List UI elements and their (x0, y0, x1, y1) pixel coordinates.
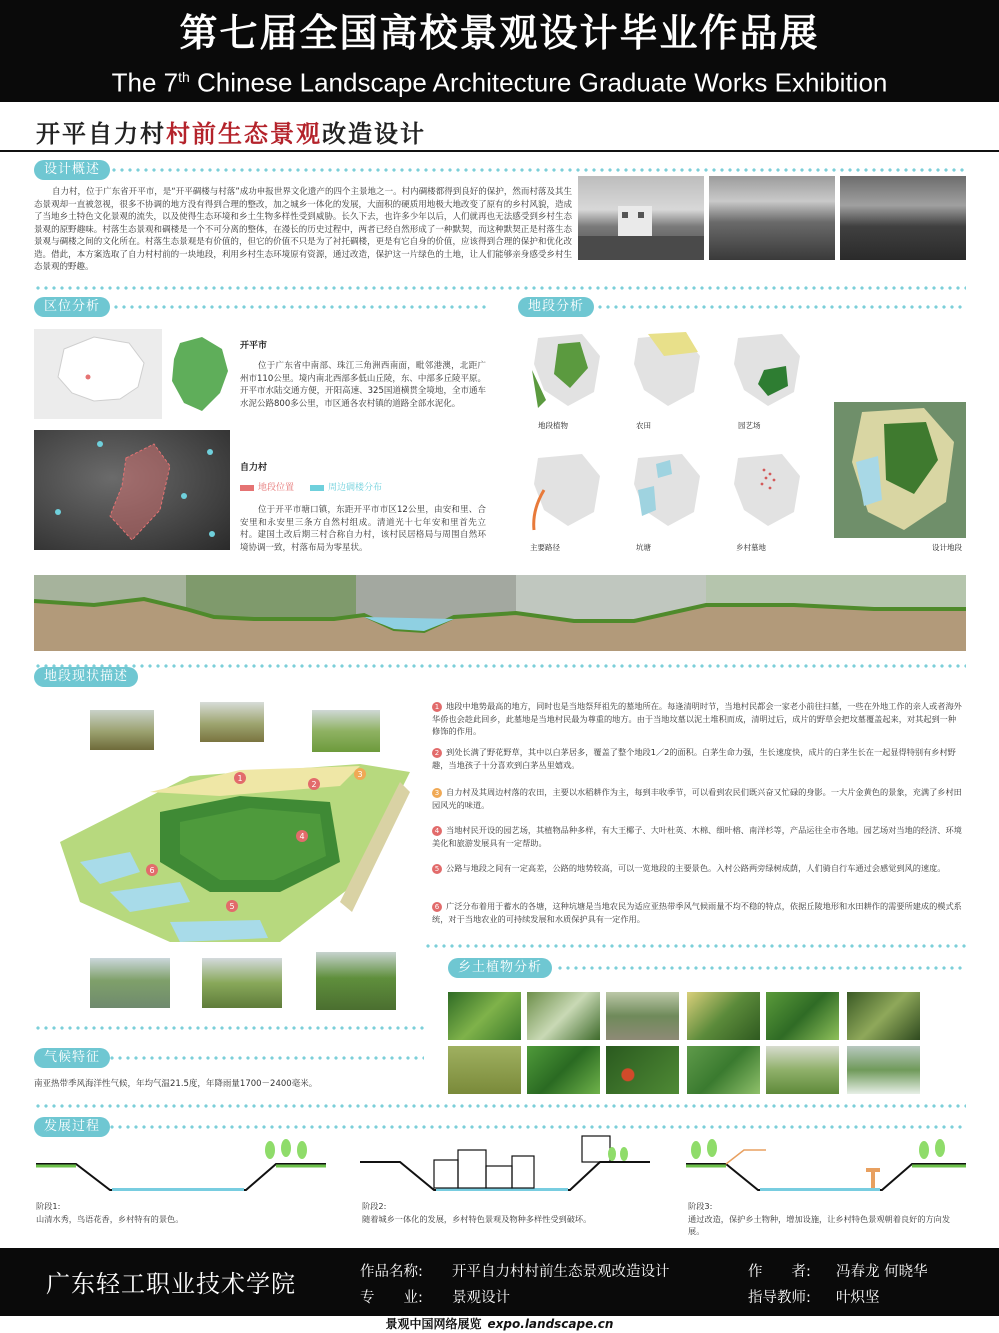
status-photo-2 (200, 702, 264, 742)
kaiping-map (166, 333, 234, 417)
plant-photo-11 (766, 1046, 839, 1094)
svg-text:6: 6 (149, 866, 155, 875)
section-tag-location: 区位分析 (34, 297, 110, 317)
analysis-label-plants: 地段植物 (538, 421, 568, 430)
svg-text:3: 3 (357, 770, 363, 779)
plant-photo-3 (606, 992, 679, 1040)
plant-photo-5 (766, 992, 839, 1040)
analysis-nursery-thumb (724, 330, 806, 412)
analysis-label-paths: 主要路径 (530, 543, 560, 552)
analysis-cemetery-thumb (724, 450, 806, 532)
site-status-3d-model (40, 752, 430, 952)
overview-text: 自力村，位于广东省开平市，是“开平碉楼与村落”成功申报世界文化遗产的四个主景地之一。村内碉楼都得到良好的保护，然而村落及其生态景观却一直被忽视，很多不协调的地方没有得到合理的整改，加之城乡一体化的发展，大面积的硬质用地极大地改变了原有的乡村风貌，造成了当地乡土特色文化景观的流失，以及使得生态环境和乡土生物多样性受到威胁。长久下去，也许多少年以后，人们就再也无法感受到乡村生态景观的原野趣味。村落生态景观和碉楼是一个不可分离的整体，在漫长的历史过程中，两者已经自然形成了一种默契，而这种默契正是村落生态景观与碉楼之间的文化所在。村落生态景观是有价值的，但它的价值不只是为了衬托碉楼，更是有它自身的价值，应该得到合理的保护和优化改造。借此，本方案选取了自力村村前的一块地段，利用乡村生态环境原有资源，通过改造，保护这一片绿色的土地，让人们能够亲身感受乡村生态景观的野趣。 (34, 187, 572, 272)
svg-text:1: 1 (237, 774, 243, 783)
stage-2-caption: 阶段2: 随着城乡一体化的发展，乡村特色景观及物种多样性受到破坏。 (362, 1201, 592, 1224)
exhibition-site-bar (0, 1316, 999, 1333)
work-name-value: 开平自力村村前生态景观改造设计 (452, 1264, 670, 1280)
dotted-divider (108, 1056, 424, 1060)
kaiping-heading: 开平市 (240, 341, 268, 351)
plant-photo-7 (448, 1046, 521, 1094)
status-photo-1 (90, 710, 154, 750)
status-item-4: 4 当地村民开设的园艺场，其植物品种多样，有大王椰子、大叶杜英、木棉、细叶榕、南洋杉等，产品运往全市各地。园艺场对当地的经济、环境美化和旅游发展具有一定帮助。 (432, 825, 962, 848)
guangdong-map (34, 329, 162, 419)
analysis-ponds-thumb (624, 450, 706, 532)
plant-photo-12 (847, 1046, 920, 1094)
work-name-label: 作品名称: (360, 1264, 423, 1280)
dotted-divider (34, 286, 966, 290)
status-item-3: 3 自力村及其周边村落的农田，主要以水稻耕作为主，每到丰收季节，可以看到农民们既兴奋又忙碌的身影。一大片金黄色的景象，充满了乡村田园风光的味道。 (432, 787, 962, 810)
section-tag-site-analysis: 地段分析 (518, 297, 594, 317)
major-value: 景观设计 (452, 1290, 510, 1306)
design-site-plan (834, 402, 966, 538)
stage-1-diagram (36, 1138, 326, 1198)
advisor-value: 叶炽坚 (836, 1290, 880, 1306)
analysis-label-cemetery: 乡村墓地 (736, 543, 766, 552)
section-tag-development: 发展过程 (34, 1117, 110, 1137)
dotted-divider (596, 305, 966, 309)
plant-photo-8 (527, 1046, 600, 1094)
dotted-divider (34, 664, 966, 668)
plant-photo-1 (448, 992, 521, 1040)
site-name: 景观中国网络展览 (385, 1317, 482, 1331)
svg-text:4: 4 (299, 832, 305, 841)
plant-photo-10 (687, 1046, 760, 1094)
plant-photo-2 (527, 992, 600, 1040)
dotted-divider (424, 944, 966, 948)
zili-heading: 自力村 (240, 463, 268, 473)
title-divider (0, 150, 999, 152)
status-photo-4 (90, 958, 170, 1008)
status-photo-5 (202, 958, 282, 1008)
analysis-plants-thumb (524, 330, 606, 412)
plant-photo-6 (847, 992, 920, 1040)
overview-photo-2 (709, 176, 835, 260)
exhibition-title-cn: 第七届全国高校景观设计毕业作品展 (179, 11, 820, 55)
school-name: 广东轻工职业技术学院 (46, 1270, 296, 1298)
dotted-divider (110, 168, 966, 172)
analysis-label-farmland: 农田 (636, 421, 651, 430)
zili-text: 位于开平市塘口镇，东距开平市市区12公里，由安和里、合安里和永安里三条方自然村组成。清道光十七年安和里首先立村。建国土改后期三村合称自力村，该村民居格局与周围自然环境协调一致，村落布局为零星状。 (240, 505, 486, 553)
stage-2-diagram (360, 1132, 650, 1198)
site-url[interactable]: expo.landscape.cn (487, 1317, 614, 1331)
dotted-divider (34, 1104, 966, 1108)
analysis-label-nursery: 园艺场 (738, 421, 761, 430)
section-tag-overview: 设计概述 (34, 160, 110, 180)
dotted-divider (556, 966, 966, 970)
plant-photo-4 (687, 992, 760, 1040)
exhibition-banner (0, 0, 999, 102)
exhibition-title-en: The 7th Chinese Landscape Architecture Graduate Works Exhibition (111, 67, 888, 98)
status-item-1: 1 地段中地势最高的地方，同时也是当地祭拜祖先的墓地所在。每逢清明时节，当地村民都会一家老小前往扫墓，一些在外地工作的亲人或者海外华侨也会趁此回乡，此墓地是当地村民最为尊重的地方。由于当地坟墓以泥土堆积而成，清明过后，成片的野草会把坟墓覆盖起来，对其起到一种修饰的作用。 (432, 701, 962, 736)
analysis-paths-thumb (524, 450, 606, 532)
advisor-label: 指导教师: (748, 1290, 811, 1306)
kaiping-text: 位于广东省中南部、珠江三角洲西南面，毗邻港澳，北距广州市110公里。境内南北西部多低山丘陵，东、中部多丘陵平原。开平市水陆交通方便，开阳高速、325国道横贯全境地，全市通车水泥公路800多公里，市区通各农村镇的道路全部水泥化。 (240, 361, 486, 409)
status-photo-6 (316, 952, 396, 1010)
status-photo-3 (312, 710, 380, 752)
dotted-divider (112, 305, 490, 309)
status-item-2: 2 到处长满了野花野草，其中以白茅居多，覆盖了整个地段1／2的面积。白茅生命力强，生长速度快，成片的白茅生长在一起显得特别有乡村野趣，当地孩子十分喜欢到白茅丛里嬉戏。 (432, 747, 956, 770)
project-title: 开平自力村村前生态景观改造设计 (36, 120, 426, 148)
section-tag-climate: 气候特征 (34, 1048, 110, 1068)
author-value: 冯春龙 何晓华 (836, 1264, 928, 1280)
legend-site: 地段位置 (240, 480, 294, 493)
analysis-farmland-thumb (624, 330, 706, 412)
footer-credits (0, 1248, 999, 1316)
legend-towers: 周边碉楼分布 (310, 480, 382, 493)
section-tag-site-status: 地段现状描述 (34, 667, 138, 687)
analysis-label-design: 设计地段 (932, 543, 962, 552)
stage-1-caption: 阶段1: 山清水秀，鸟语花香，乡村特有的景色。 (36, 1201, 184, 1224)
status-item-6: 6 广泛分布着用于蓄水的各塘，这种坑塘是当地农民为适应亚热带季风气候雨量不均不稳的特点，依据丘陵地形和水田耕作的需要所建成的模式系统，对于当地农业的可持续发展和水质保护具有一定作用。 (432, 901, 962, 924)
overview-photo-1 (578, 176, 704, 260)
climate-text: 南亚热带季风海洋性气候，年均气温21.5度，年降雨量1700－2400毫米。 (34, 1079, 318, 1089)
plant-photo-9 (606, 1046, 679, 1094)
dotted-divider (34, 1026, 424, 1030)
dotted-divider (108, 1125, 966, 1129)
author-label: 作 者: (748, 1264, 811, 1280)
stage-3-caption: 阶段3: 通过改造，保护乡土物种，增加设施，让乡村特色景观朝着良好的方向发展。 (688, 1201, 951, 1236)
status-item-5: 5 公路与地段之间有一定高差，公路的地势较高，可以一览地段的主要景色。入村公路两旁绿树成荫，人们骑自行车通过会感觉到风的速度。 (432, 862, 962, 875)
overview-photo-3 (840, 176, 966, 260)
site-section-panorama (34, 575, 966, 651)
stage-3-diagram (686, 1136, 966, 1198)
zili-aerial-photo (34, 430, 230, 550)
analysis-label-ponds: 坑塘 (636, 543, 651, 552)
major-label: 专 业: (360, 1290, 423, 1306)
section-tag-plants: 乡土植物分析 (448, 958, 552, 978)
svg-text:5: 5 (229, 902, 235, 911)
svg-text:2: 2 (311, 780, 317, 789)
